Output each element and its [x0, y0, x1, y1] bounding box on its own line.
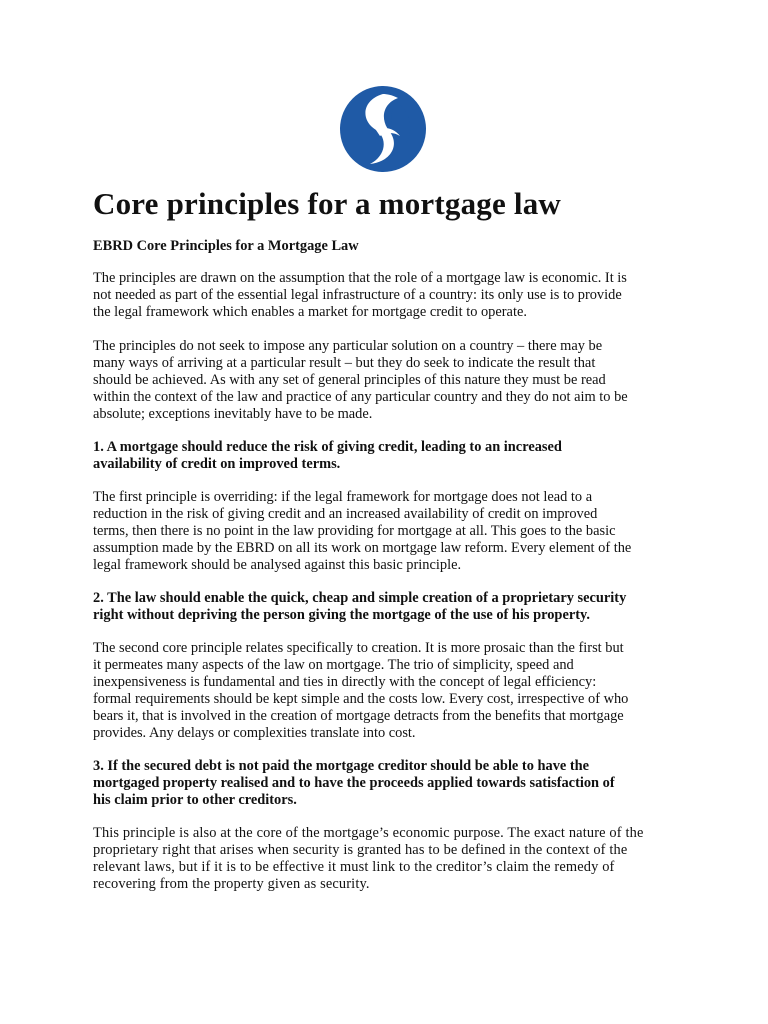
text-line: inexpensiveness is fundamental and ties in directly with the concept of legal efficiency:	[93, 674, 597, 690]
text-line: 2. The law should enable the quick, cheap and simple creation of a proprietary security	[93, 590, 627, 606]
text-line: formal requirements should be kept simple and the costs low. Every cost, irrespective of who	[93, 691, 629, 707]
text-line: reduction in the risk of giving credit and an increased availability of credit on improved	[93, 506, 598, 522]
text-line: 3. If the secured debt is not paid the mortgage creditor should be able to have the	[93, 758, 590, 774]
document-subtitle: EBRD Core Principles for a Mortgage Law	[93, 238, 359, 254]
intro-paragraph-2	[93, 338, 675, 423]
text-line: availability of credit on improved terms.	[93, 456, 341, 472]
text-line: relevant laws, but if it is to be effective it must link to the creditor’s claim the remedy of	[93, 859, 615, 875]
text-line: The second core principle relates specifically to creation. It is more prosaic than the first but	[93, 640, 624, 656]
intro-paragraph-1	[93, 270, 675, 321]
text-line: his claim prior to other creditors.	[93, 792, 297, 808]
text-line: recovering from the property given as security.	[93, 876, 370, 892]
text-line: provides. Any delays or complexities translate into cost.	[93, 725, 416, 741]
principle-2-body	[93, 640, 675, 742]
principle-3-body	[93, 825, 675, 893]
principle-3-heading	[93, 758, 675, 809]
text-line: should be achieved. As with any set of general principles of this nature they must be read	[93, 372, 606, 388]
text-line: within the context of the law and practice of any particular country and they do not aim to be	[93, 389, 628, 405]
text-line: assumption made by the EBRD on all its work on mortgage law reform. Every element of the	[93, 540, 632, 556]
text-line: The first principle is overriding: if the legal framework for mortgage does not lead to a	[93, 489, 593, 505]
text-line: absolute; exceptions inevitably have to be made.	[93, 406, 373, 422]
text-line: not needed as part of the essential legal infrastructure of a country: its only use is to provide	[93, 287, 622, 303]
text-line: mortgaged property realised and to have the proceeds applied towards satisfaction of	[93, 775, 615, 791]
principle-2-heading	[93, 590, 675, 624]
text-line: This principle is also at the core of the mortgage’s economic purpose. The exact nature of the	[93, 825, 644, 841]
text-line: right without depriving the person giving the mortgage of the use of his property.	[93, 607, 591, 623]
ebrd-logo	[340, 86, 426, 172]
text-line: The principles do not seek to impose any particular solution on a country – there may be	[93, 338, 603, 354]
text-line: it permeates many aspects of the law on mortgage. The trio of simplicity, speed and	[93, 657, 574, 673]
text-line: the legal framework which enables a market for mortgage credit to operate.	[93, 304, 527, 320]
principle-1-body	[93, 489, 675, 574]
text-line: legal framework should be analysed against this basic principle.	[93, 557, 462, 573]
text-line: 1. A mortgage should reduce the risk of giving credit, leading to an increased	[93, 439, 562, 455]
text-line: terms, then there is no point in the law providing for mortgage at all. This goes to the basic	[93, 523, 616, 539]
principle-1-heading	[93, 439, 675, 473]
text-line: The principles are drawn on the assumption that the role of a mortgage law is economic. It is	[93, 270, 627, 286]
text-line: bears it, that is involved in the creation of mortgage detracts from the benefits that mortgage	[93, 708, 624, 724]
text-line: proprietary right that arises when security is granted has to be defined in the context of the	[93, 842, 628, 858]
document-title: Core principles for a mortgage law	[93, 186, 561, 221]
text-line: many ways of arriving at a particular result – but they do seek to indicate the result that	[93, 355, 596, 371]
